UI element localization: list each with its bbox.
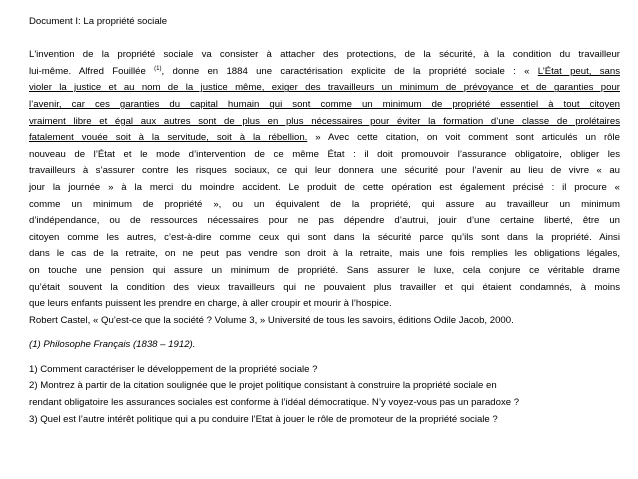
- spacer: [29, 329, 620, 337]
- document-title: Document I: La propriété sociale: [29, 16, 168, 27]
- text-line-10: comme un minimum de propriété », ou un équivalent de la propriété, qui assure au travailleur un minimum: [29, 198, 620, 210]
- question-2-line-1: 2) Montrez à partir de la citation soulignée que le projet politique consistant à construire la propriété sociale en: [29, 380, 497, 392]
- text-line-13: dans le cas de la retraite, on ne peut pas vendre son droit à la retraite, mais une fois remplies les obligations légales,: [29, 248, 620, 260]
- text-line-7: nouveau de l’État et le mode d’intervention de ce même État : il doit promouvoir l’assurance obligatoire, obliger les: [29, 148, 620, 160]
- spacer: [29, 31, 620, 48]
- underlined-quote-start: L’État peut, sans: [537, 65, 620, 77]
- main-text: [29, 47, 620, 329]
- underlined-quote-end: fatalement vouée soit à la servitude, soit à la rébellion.: [29, 132, 308, 144]
- question-1: 1) Comment caractériser le développement de la propriété sociale ?: [29, 363, 318, 375]
- footnote-ref: (1): [154, 65, 162, 72]
- footnote: (1) Philosophe Français (1838 – 1912).: [29, 339, 196, 351]
- text-line-11: d’indépendance, ou de ressources nécessaires pour ne pas dépendre d’autrui, jouir d’une certaine liberté, être un: [29, 215, 620, 227]
- questions: [29, 362, 620, 428]
- text-line-16: que leurs enfants puissent les prendre en charge, à aller croupir et mourir à l’hospice.: [29, 298, 392, 310]
- text-line-6: [29, 130, 620, 147]
- text-line-1: L'invention de la propriété sociale va consister à attacher des protections, de la sécurité, à la condition du travailleur: [29, 49, 620, 61]
- question-2-line-2: rendant obligatoire les assurances sociales est conforme à l’idéal démocratique. N’y voyez-vous pas un paradoxe ?: [29, 397, 520, 409]
- text-line-2: [29, 64, 620, 81]
- spacer: [29, 354, 620, 362]
- underlined-quote-line-2: violer la justice et au nom de la justice même, exiger des travailleurs un minimum de prévoyance et de garanties pour: [29, 82, 620, 94]
- text-line-2-start: lui-même. Alfred Fouillée: [29, 65, 155, 77]
- underlined-quote-line-4: vraiment libre et égal aux autres sont de plus en plus nécessaires pour éviter la formation d’une classe de prolétaires: [29, 115, 620, 127]
- question-3: 3) Quel est l’autre intérêt politique qui a pu conduire l’Etat à jouer le rôle de promoteur de la propriété sociale ?: [29, 413, 498, 425]
- text-line-15: qu’était souvent la condition des vieux travailleurs qui ne pouvaient plus travailler et qui étaient condamnés, à moins: [29, 281, 620, 293]
- source-citation: Robert Castel, « Qu’est-ce que la société ? Volume 3, » Université de tous les savoirs, éditions Odile Jacob, 2000.: [29, 314, 514, 326]
- text-line-6-rest: » Avec cette citation, on voit comment sont articulés un rôle: [307, 132, 620, 144]
- text-line-9: jour la journée » à la merci du moindre accident. Le produit de cette opération est également précisé : il procure «: [29, 181, 620, 193]
- text-line-8: travailleurs à s’assurer contre les risques sociaux, ce qui leur donnera une sécurité pour l’avenir au lieu de vivre « au: [29, 165, 620, 177]
- underlined-quote-line-3: l’avenir, car ces garanties du capital humain qui sont comme un minimum de propriété essentiel à tout citoyen: [29, 98, 620, 110]
- text-line-12: citoyen comme les autres, c’est-à-dire comme ceux qui sont dans la sécurité parce qu’ils sont dans la propriété. Ainsi: [29, 231, 620, 243]
- text-line-14: on touche une pension qui assure un minimum de propriété. Sans assurer le luxe, cela conjure ce véritable drame: [29, 264, 620, 276]
- text-line-2-middle: , donne en 1884 une caractérisation explicite de la propriété sociale : «: [161, 65, 538, 77]
